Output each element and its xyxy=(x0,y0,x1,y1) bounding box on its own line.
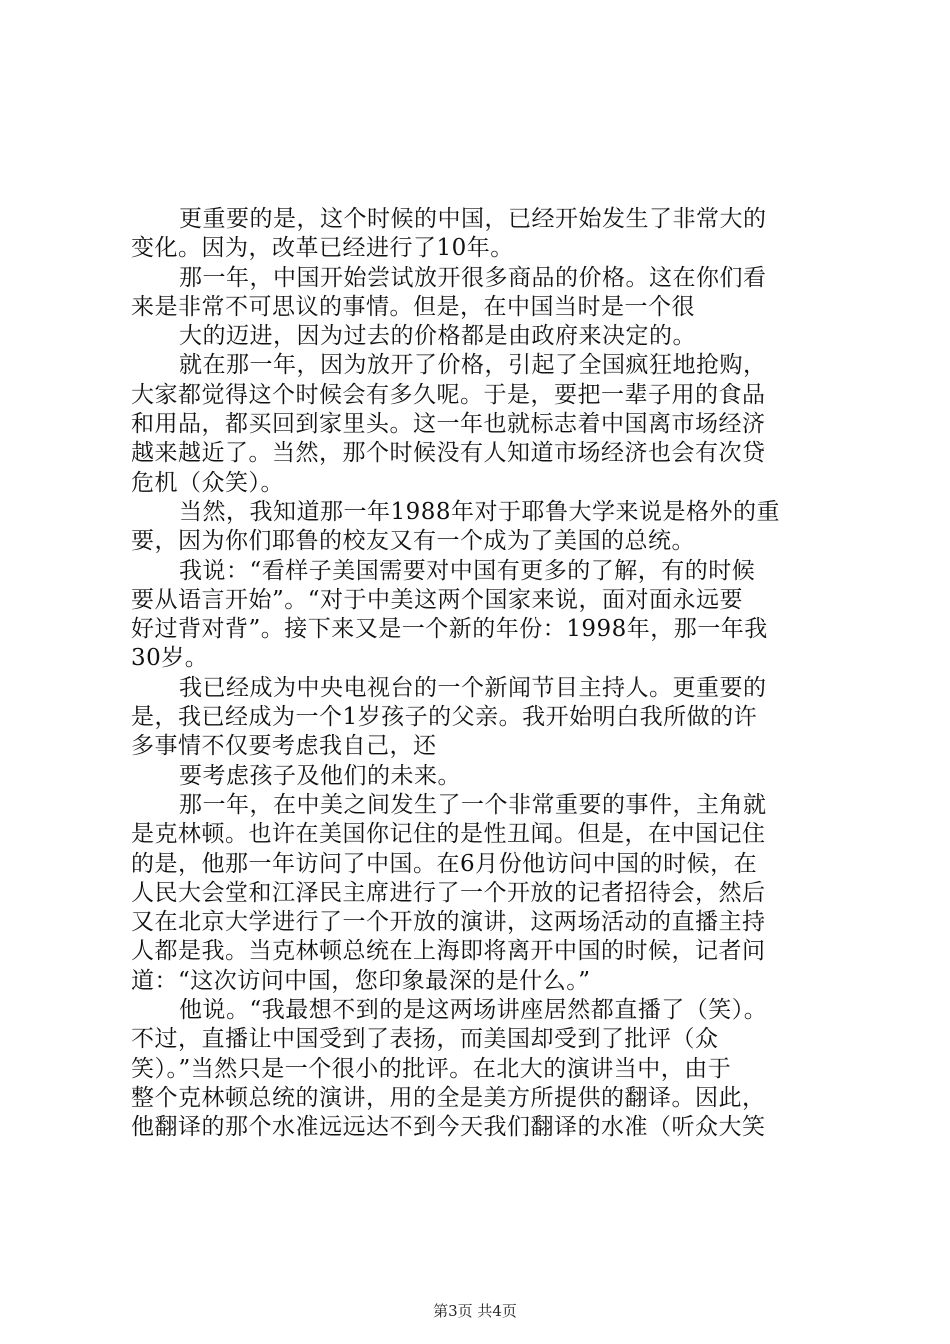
text-line: 更重要的是，这个时候的中国，已经开始发生了非常大的 xyxy=(179,206,767,232)
text-line: 笑）。”当然只是一个很小的批评。在北大的演讲当中，由于 xyxy=(131,1055,732,1082)
text-line: 要从语言开始”。“对于中美这两个国家来说，面对面永远要 xyxy=(131,586,744,613)
text-line: 我说：“看样子美国需要对中国有更多的了解，有的时候 xyxy=(179,557,756,584)
text-line: 多事情不仅要考虑我自己，还 xyxy=(131,733,437,760)
text-line: 大家都觉得这个时候会有多久呢。于是，要把一辈子用的食品 xyxy=(131,381,766,408)
text-line: 他说。“我最想不到的是这两场讲座居然都直播了（笑）。 xyxy=(179,997,768,1024)
text-line: 我已经成为中央电视台的一个新闻节目主持人。更重要的 xyxy=(179,674,767,701)
text-line: 不过，直播让中国受到了表扬，而美国却受到了批评（众 xyxy=(131,1026,719,1053)
text-line: 和用品，都买回到家里头。这一年也就标志着中国离市场经济 xyxy=(131,411,766,438)
page-footer: 第3页 共4页 xyxy=(433,1302,517,1320)
text-line: 要，因为你们耶鲁的校友又有一个成为了美国的总统。 xyxy=(131,528,695,555)
text-line: 30岁。 xyxy=(131,645,209,672)
text-line: 危机（众笑）。 xyxy=(131,469,284,496)
text-line: 变化。因为，改革已经进行了10年。 xyxy=(131,235,514,262)
text-line: 越来越近了。当然，那个时候没有人知道市场经济也会有次贷 xyxy=(131,440,766,467)
text-line: 是，我已经成为一个1岁孩子的父亲。我开始明白我所做的许 xyxy=(131,704,758,731)
text-line: 人都是我。当克林顿总统在上海即将离开中国的时候，记者问 xyxy=(131,938,766,965)
body-text xyxy=(131,205,831,1143)
text-line: 当然，我知道那一年1988年对于耶鲁大学来说是格外的重 xyxy=(179,498,781,525)
text-line: 就在那一年，因为放开了价格，引起了全国疯狂地抢购， xyxy=(179,352,767,379)
text-line: 大的迈进，因为过去的价格都是由政府来决定的。 xyxy=(179,323,696,350)
text-line: 那一年，中国开始尝试放开很多商品的价格。这在你们看 xyxy=(179,264,767,291)
text-line: 的是，他那一年访问了中国。在6月份他访问中国的时候，在 xyxy=(131,850,758,877)
text-line: 要考虑孩子及他们的未来。 xyxy=(179,762,461,789)
text-line: 又在北京大学进行了一个开放的演讲，这两场活动的直播主持 xyxy=(131,909,766,936)
text-line: 是克林顿。也许在美国你记住的是性丑闻。但是，在中国记住 xyxy=(131,821,766,848)
text-line: 好过背对背”。接下来又是一个新的年份：1998年，那一年我 xyxy=(131,616,768,643)
text-line: 人民大会堂和江泽民主席进行了一个开放的记者招待会，然后 xyxy=(131,879,766,906)
text-line: 道：“这次访问中国，您印象最深的是什么。” xyxy=(131,967,591,994)
text-line: 来是非常不可思议的事情。但是，在中国当时是一个很 xyxy=(131,293,695,320)
text-line: 他翻译的那个水准远远达不到今天我们翻译的水准（听众大笑 xyxy=(131,1114,766,1141)
text-line: 整个克林顿总统的演讲，用的全是美方所提供的翻译。因此， xyxy=(131,1084,766,1111)
text-line: 那一年，在中美之间发生了一个非常重要的事件，主角就 xyxy=(179,791,767,818)
